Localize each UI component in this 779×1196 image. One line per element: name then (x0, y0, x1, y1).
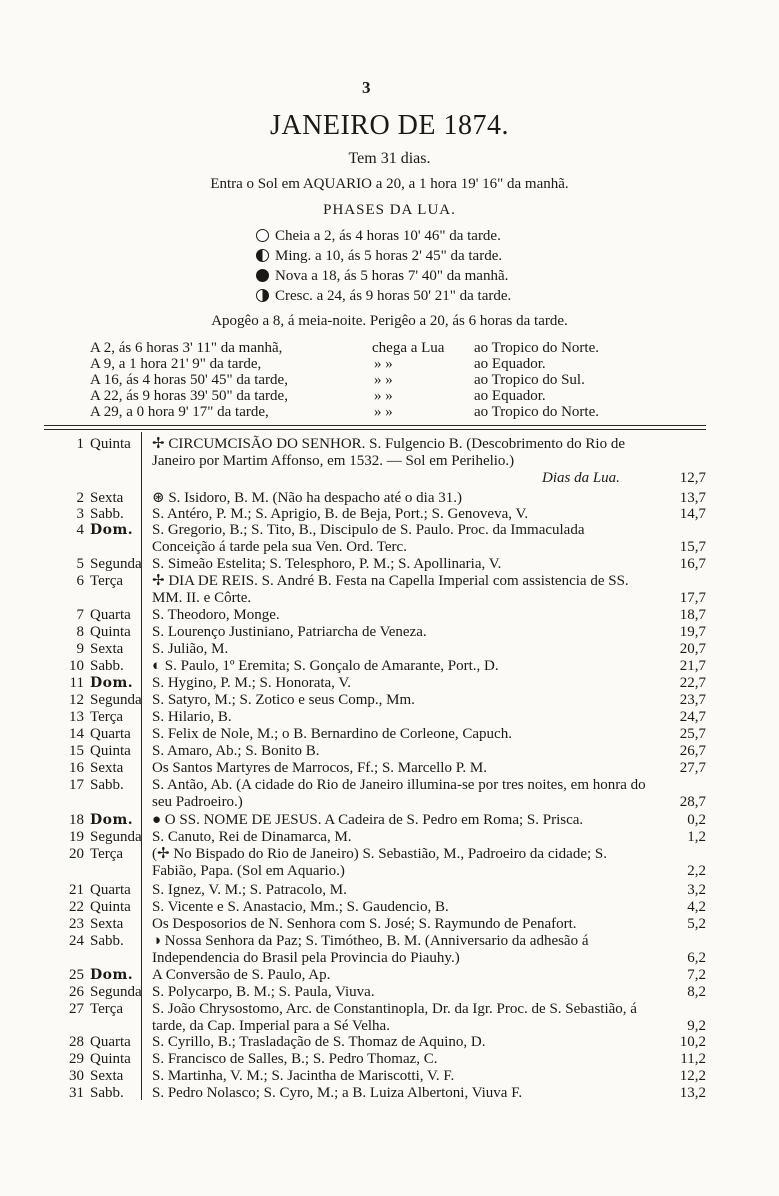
weekday-name: Segunda (90, 829, 142, 845)
lunar-time: A 16, ás 4 horas 50' 45" da tarde, (90, 372, 288, 388)
lunar-chega: chega a Lua (372, 340, 445, 356)
saints-entry: S. Simeão Estelita; S. Telesphoro, P. M.; S. Apollinaria, V. (152, 556, 502, 572)
day-number: 22 (69, 899, 84, 915)
day-number: 9 (76, 641, 84, 657)
day-number: 17 (69, 777, 84, 793)
lunar-time: A 2, ás 6 horas 3' 11" da manhã, (90, 340, 283, 356)
weekday-name: Sabb. (90, 506, 124, 522)
weekday-name: Quarta (90, 607, 131, 623)
lunar-position-row (90, 404, 269, 421)
saints-entry: S. Julião, M. (152, 641, 229, 657)
weekday-name: Sexta (90, 760, 124, 776)
saints-entry: S. Polycarpo, B. M.; S. Paula, Viuva. (152, 984, 375, 1000)
weekday-name: Dom. (90, 812, 134, 828)
weekday-name: Quinta (90, 743, 131, 759)
lunar-destination: ao Equador. (474, 356, 546, 372)
moon-age: 10,2 (679, 1034, 706, 1050)
day-number: 14 (69, 726, 84, 742)
weekday-name: Quarta (90, 882, 131, 898)
day-number: 23 (69, 916, 84, 932)
saints-entry: ◐ S. Paulo, 1º Eremita; S. Gonçalo de Amarante, Port., D. (152, 658, 499, 674)
day-number: 7 (76, 607, 84, 623)
day-number: 1 (76, 436, 84, 452)
waning-moon-icon (256, 249, 269, 262)
saints-entry: Os Santos Martyres de Marrocos, Ff.; S. Marcello P. M. (152, 760, 487, 776)
moon-age: 13,2 (679, 1085, 706, 1101)
lunar-ditto: » » (374, 372, 393, 388)
weekday-name: Sexta (90, 641, 124, 657)
moon-age: 26,7 (679, 743, 706, 759)
phase-text: Cresc. a 24, ás 9 horas 50' 21" da tarde. (275, 288, 512, 304)
saints-entry: ◑ Nossa Senhora da Paz; S. Timótheo, B. M. (Anniversario da adhesão á Independencia do Brasil pela Provincia do Piauhy.) (152, 933, 589, 966)
saints-entry: ✢ CIRCUMCISÃO DO SENHOR. S. Fulgencio B. (Descobrimento do Rio de Janeiro por Martim Affonso, em 1532. — Sol em Perihelio.) (152, 436, 625, 469)
lunar-time: A 9, a 1 hora 21' 9" da tarde, (90, 356, 262, 372)
phase-text: Nova a 18, ás 5 horas 7' 40" da manhã. (275, 268, 509, 284)
day-number: 11 (69, 675, 84, 691)
saints-entry: S. Hygino, P. M.; S. Honorata, V. (152, 675, 352, 691)
saints-entry: S. Cyrillo, B.; Trasladação de S. Thomaz de Aquino, D. (152, 1034, 486, 1050)
phase-text: Ming. a 10, ás 5 horas 2' 45" da tarde. (275, 248, 503, 264)
weekday-name: Terça (90, 709, 124, 725)
weekday-name: Dom. (90, 675, 134, 691)
saints-entry: S. Amaro, Ab.; S. Bonito B. (152, 743, 320, 759)
moon-age: 16,7 (679, 556, 706, 572)
lunar-position-row (90, 340, 282, 357)
moon-age: 0,2 (687, 812, 706, 828)
lunar-destination: ao Equador. (474, 388, 546, 404)
moon-age: 8,2 (687, 984, 706, 1000)
saints-entry: S. Gregorio, B.; S. Tito, B., Discipulo de S. Paulo. Proc. da Immaculada Conceição á tarde pela sua Ven. Ord. Terc. (152, 522, 585, 555)
moon-age: 20,7 (679, 641, 706, 657)
moon-age: 7,2 (687, 967, 706, 983)
saints-entry: S. Vicente e S. Anastacio, Mm.; S. Gaudencio, B. (152, 899, 449, 915)
saints-entry: S. Satyro, M.; S. Zotico e seus Comp., Mm. (152, 692, 415, 708)
day-number: 21 (69, 882, 84, 898)
day-number: 19 (69, 829, 84, 845)
moon-age: 12,7 (679, 470, 706, 486)
phase-row (256, 288, 511, 305)
day-number: 6 (76, 573, 84, 589)
phase-row (256, 268, 508, 285)
day-number: 2 (76, 490, 84, 506)
weekday-name: Segunda (90, 556, 142, 572)
weekday-name: Terça (90, 573, 124, 589)
lunar-ditto: » » (374, 388, 393, 404)
page-number: 3 (362, 78, 371, 97)
day-number: 26 (69, 984, 84, 1000)
lunar-destination: ao Tropico do Norte. (474, 340, 599, 356)
day-number: 4 (76, 522, 84, 538)
lunar-destination: ao Tropico do Sul. (474, 372, 585, 388)
weekday-name: Quinta (90, 624, 131, 640)
saints-entry: S. Lourenço Justiniano, Patriarcha de Veneza. (152, 624, 427, 640)
day-number: 30 (69, 1068, 84, 1084)
moon-age: 11,2 (680, 1051, 706, 1067)
weekday-name: Quarta (90, 726, 131, 742)
weekday-name: Quarta (90, 1034, 131, 1050)
phase-row (256, 248, 502, 265)
weekday-name: Sexta (90, 916, 124, 932)
weekday-name: Quinta (90, 899, 131, 915)
weekday-name: Dom. (90, 522, 134, 538)
page-title: JANEIRO DE 1874. (270, 110, 509, 141)
saints-entry: (✢ No Bispado do Rio de Janeiro) S. Sebastião, M., Padroeiro da cidade; S. Fabião, Papa. (Sol em Aquario.) (152, 846, 607, 879)
day-number: 24 (69, 933, 84, 949)
weekday-name: Dom. (90, 967, 134, 983)
lunar-position-row (90, 372, 288, 389)
moon-age: 19,7 (679, 624, 706, 640)
weekday-name: Quinta (90, 1051, 131, 1067)
lunar-time: A 22, ás 9 horas 39' 50" da tarde, (90, 388, 288, 404)
weekday-name: Sexta (90, 490, 124, 506)
day-number: 15 (69, 743, 84, 759)
sun-entry-line: Entra o Sol em AQUARIO a 20, a 1 hora 19' 16" da manhã. (210, 176, 569, 192)
saints-entry: ✢ DIA DE REIS. S. André B. Festa na Capella Imperial com assistencia de SS. MM. II. e Côrte. (152, 573, 629, 606)
day-number: 28 (69, 1034, 84, 1050)
apsides-line: Apogêo a 8, á meia-noite. Perigêo a 20, ás 6 horas da tarde. (211, 313, 568, 329)
phase-row (256, 228, 501, 245)
weekday-name: Sexta (90, 1068, 124, 1084)
saints-entry: S. Antéro, P. M.; S. Aprigio, B. de Beja, Port.; S. Genoveva, V. (152, 506, 529, 522)
weekday-name: Segunda (90, 692, 142, 708)
moon-days-label: Dias da Lua. (542, 470, 620, 486)
moon-age: 17,7 (679, 590, 706, 606)
weekday-name: Segunda (90, 984, 142, 1000)
day-number: 27 (69, 1001, 84, 1017)
day-number: 16 (69, 760, 84, 776)
moon-age: 9,2 (687, 1018, 706, 1034)
divider-rule (44, 429, 706, 430)
saints-entry: ⊛ S. Isidoro, B. M. (Não ha despacho até o dia 31.) (152, 490, 463, 506)
weekday-name: Quinta (90, 436, 131, 452)
weekday-name: Sabb. (90, 658, 124, 674)
lunar-position-row (90, 388, 288, 405)
days-count: Tem 31 dias. (348, 150, 431, 167)
moon-age: 25,7 (679, 726, 706, 742)
phases-heading: PHASES DA LUA. (323, 202, 456, 218)
moon-age: 1,2 (687, 829, 706, 845)
saints-entry: S. João Chrysostomo, Arc. de Constantinopla, Dr. da Igr. Proc. de S. Sebastião, á tarde, da Cap. Imperial para a Sé Velha. (152, 1001, 637, 1034)
lunar-position-row (90, 356, 261, 373)
day-number: 25 (69, 967, 84, 983)
moon-age: 13,7 (679, 490, 706, 506)
moon-age: 28,7 (679, 794, 706, 810)
moon-age: 27,7 (679, 760, 706, 776)
lunar-ditto: » » (374, 356, 393, 372)
lunar-destination: ao Tropico do Norte. (474, 404, 599, 420)
saints-entry: S. Pedro Nolasco; S. Cyro, M.; a B. Luiza Albertoni, Viuva F. (152, 1085, 523, 1101)
moon-age: 14,7 (679, 506, 706, 522)
day-number: 5 (76, 556, 84, 572)
moon-age: 23,7 (679, 692, 706, 708)
weekday-name: Sabb. (90, 933, 124, 949)
saints-entry: S. Antão, Ab. (A cidade do Rio de Janeiro illumina-se por tres noites, em honra do seu Padroeiro.) (152, 777, 646, 810)
moon-age: 21,7 (679, 658, 706, 674)
waxing-moon-icon (256, 289, 269, 302)
saints-entry: S. Ignez, V. M.; S. Patracolo, M. (152, 882, 347, 898)
moon-age: 15,7 (679, 539, 706, 555)
moon-age: 22,7 (679, 675, 706, 691)
moon-age: 18,7 (679, 607, 706, 623)
day-number: 12 (69, 692, 84, 708)
moon-age: 12,2 (679, 1068, 706, 1084)
day-number: 8 (76, 624, 84, 640)
day-number: 29 (69, 1051, 84, 1067)
moon-age: 4,2 (687, 899, 706, 915)
day-number: 20 (69, 846, 84, 862)
day-number: 13 (69, 709, 84, 725)
weekday-name: Terça (90, 1001, 124, 1017)
saints-entry: Os Desposorios de N. Senhora com S. José; S. Raymundo de Penafort. (152, 916, 577, 932)
saints-entry: S. Martinha, V. M.; S. Jacintha de Mariscotti, V. F. (152, 1068, 455, 1084)
lunar-time: A 29, a 0 hora 9' 17" da tarde, (90, 404, 269, 420)
moon-age: 3,2 (687, 882, 706, 898)
full-moon-icon (256, 229, 269, 242)
saints-entry: S. Felix de Nole, M.; o B. Bernardino de Corleone, Capuch. (152, 726, 512, 742)
saints-entry: S. Canuto, Rei de Dinamarca, M. (152, 829, 352, 845)
lunar-ditto: » » (374, 404, 393, 420)
saints-entry: S. Francisco de Salles, B.; S. Pedro Thomaz, C. (152, 1051, 438, 1067)
new-moon-icon (256, 269, 269, 282)
moon-age: 2,2 (687, 863, 706, 879)
day-number: 10 (69, 658, 84, 674)
day-number: 31 (69, 1085, 84, 1101)
divider-rule (44, 425, 706, 426)
weekday-name: Sabb. (90, 777, 124, 793)
saints-entry: S. Theodoro, Monge. (152, 607, 280, 623)
moon-age: 24,7 (679, 709, 706, 725)
phase-text: Cheia a 2, ás 4 horas 10' 46" da tarde. (275, 228, 501, 244)
day-number: 3 (76, 506, 84, 522)
moon-age: 6,2 (687, 950, 706, 966)
weekday-name: Terça (90, 846, 124, 862)
weekday-name: Sabb. (90, 1085, 124, 1101)
day-number: 18 (69, 812, 84, 828)
saints-entry: A Conversão de S. Paulo, Ap. (152, 967, 331, 983)
moon-age: 5,2 (687, 916, 706, 932)
saints-entry: ● O SS. NOME DE JESUS. A Cadeira de S. Pedro em Roma; S. Prisca. (152, 812, 584, 828)
saints-entry: S. Hilario, B. (152, 709, 232, 725)
